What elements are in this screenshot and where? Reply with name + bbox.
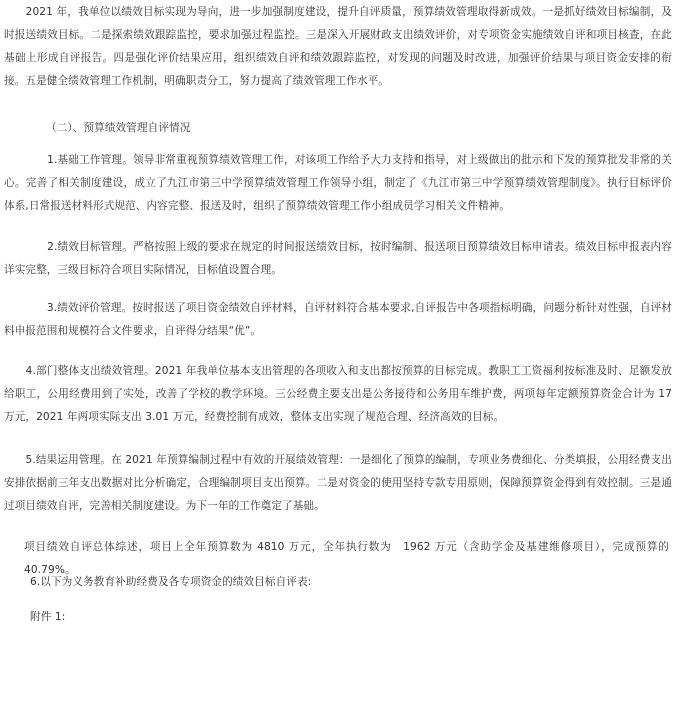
paragraph-project-summary: 项目绩效自评总体综述，项目上全年预算数为 4810 万元，全年执行数为 1962 万元（含助学金及基建维修项目），完成预算的 40.79%。 (24, 541, 669, 576)
paragraph-goal-management: 2.绩效目标管理。严格按照上级的要求在规定的时间报送绩效目标，按时编制、报送项目预算绩效目标申请表。绩效目标申报表内容详实完整，三级目标符合项目实际情况，目标值设置合理。 (4, 241, 672, 276)
paragraph-department-expenditure: 4.部门整体支出绩效管理。2021 年我单位基本支出管理的各项收入和支出都按预算的目标完成。教职工工资福利按标准及时、足额发放给职工，公用经费用到了实处，改善了学校的教学环境。三公经费主要支出是公务接待和公务用车维护费，两项每年定额预算资金合计为 17 万元，2021 年两项实际支出 3.01 万元，经费控制有成效，整体支出实现了规范合理、经济高效的目标。 (4, 365, 672, 423)
attachment-label: 附件 1: (30, 611, 66, 623)
paragraph-performance-overview: 2021 年，我单位以绩效目标实现为导向，进一步加强制度建设，提升自评质量，预算绩效管理取得新成效。一是抓好绩效目标编制，及时报送绩效目标。二是探索绩效跟踪监控，要求加强过程监控。三是深入开展财政支出绩效评价，对专项资金实施绩效自评和项目核查，在此基础上形成自评报告。四是强化评价结果应用，组织绩效自评和绩效跟踪监控，对发现的问题及时改进，加强评价结果与项目资金安排的衔接。五是健全绩效管理工作机制，明确职责分工，努力提高了绩效管理工作水平。 (4, 6, 672, 87)
paragraph-evaluation-management: 3.绩效评价管理。按时报送了项目资金绩效自评材料，自评材料符合基本要求,自评报告中各项指标明确，问题分析针对性强，自评材料申报范围和规模符合文件要求，自评得分结果“优”。 (4, 302, 672, 337)
paragraph-basic-work-management: 1.基础工作管理。领导非常重视预算绩效管理工作，对该项工作给予大力支持和指导，对上级做出的批示和下发的预算批发非常的关心。完善了相关制度建设，成立了九江市第三中学预算绩效管理工作领导小组，制定了《九江市第三中学预算绩效管理制度》。执行目标评价体系,日常报送材料形式规范、内容完整、报送及时，组织了预算绩效管理工作小组成员学习相关文件精神。 (4, 154, 672, 212)
section-heading-self-evaluation: （二）、预算绩效管理自评情况 (46, 122, 191, 134)
paragraph-result-application: 5.结果运用管理。在 2021 年预算编制过程中有效的开展绩效管理：一是细化了预算的编制，专项业务费细化、分类填报，公用经费支出安排依据前三年支出数据对比分析确定，合理编制项目支出预算。二是对资金的使用坚持专款专用原则，保障预算资金得到有效控制。三是通过项目绩效自评，完善相关制度建设。为下一年的工作奠定了基础。 (4, 454, 672, 512)
paragraph-self-evaluation-table-intro: 6.以下为义务教育补助经费及各专项资金的绩效目标自评表: (30, 576, 312, 588)
